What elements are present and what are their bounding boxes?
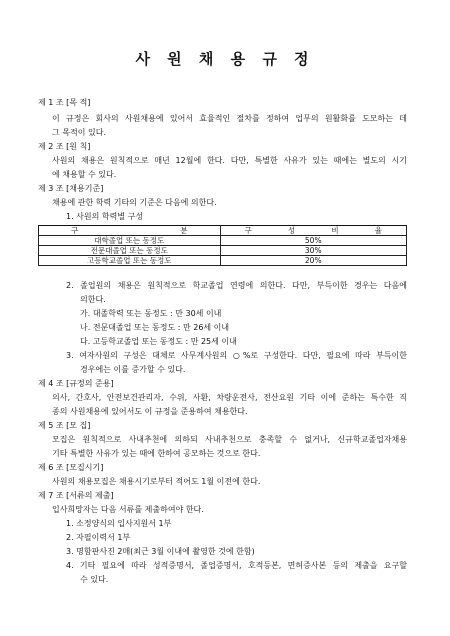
article-1-heading: 제 1 조 [목 적] [38, 98, 91, 107]
age-item-1: 가. 대졸학력 또는 동정도 : 만 30세 이내 [80, 309, 222, 318]
article-6-heading: 제 6 조 [모집시기] [38, 463, 104, 472]
article-7-intro: 입사희망자는 다음 서류를 제출하여야 한다. [52, 505, 204, 514]
document-item-3: 3. 명함판사진 2매(최근 3월 이내에 촬영한 것에 한함) [66, 547, 255, 556]
table-header-ratio [220, 226, 407, 236]
article-1-line-1: 이 규정은 회사의 사원채용에 있어서 효율적인 절차를 정하여 업무의 원활화를 도모하는 데 [52, 114, 407, 123]
article-5-line-2: 기타 특별한 사유가 있는 때에 한하여 공모하는 것으로 한다. [52, 449, 261, 458]
document-item-4-line-1: 4. 기타 필요에 따라 성적증명서, 졸업증명서, 호적등본, 면허증사본 등의 제출을 요구할 [66, 561, 407, 570]
table-cell-category: 전문대졸업 또는 동정도 [39, 246, 221, 256]
table-row [39, 236, 407, 246]
document-item-1: 1. 소정양식의 입사지원서 1부 [66, 519, 172, 528]
article-2-heading: 제 2 조 [원 칙] [38, 142, 91, 151]
age-section-line-1: 2. 졸업원의 채용은 원칙적으로 학교졸업 연령에 의한다. 다만, 부득이한 경우는 다음에 [66, 281, 407, 290]
table-cell-ratio: 50% [220, 236, 407, 246]
age-item-2: 나. 전문대졸업 또는 동정도 : 만 26세 이내 [80, 323, 230, 332]
age-section-line-2: 의한다. [80, 295, 106, 304]
female-section-line-2: 경우에는 이를 증가할 수 있다. [80, 365, 186, 374]
article-4-heading: 제 4 조 [규정의 준용] [38, 379, 114, 388]
article-1-line-2: 그 목적이 있다. [52, 128, 106, 137]
header-char: 구 [244, 226, 252, 235]
article-3-heading: 제 3 조 [채용기준] [38, 184, 104, 193]
header-char: 비 [331, 226, 339, 235]
article-4-line-1: 의사, 간호사, 안전보건관리자, 수위, 사환, 차량운전사, 전산요원 기타 이에 준하는 특수한 직 [52, 393, 407, 402]
table-header-row [39, 226, 407, 236]
header-char: 구 [71, 226, 79, 235]
document-item-4-line-2: 수 있다. [80, 575, 109, 584]
table-cell-category: 고등학교졸업 또는 동정도 [39, 256, 221, 266]
article-4-line-2: 종의 사원채용에 있어서도 이 규정을 준용하여 채용한다. [52, 407, 248, 416]
header-char: 성 [287, 226, 296, 235]
table-row [39, 256, 407, 266]
header-char: 분 [180, 226, 188, 235]
article-5-heading: 제 5 조 [모 집] [38, 421, 91, 430]
table-cell-category: 대학졸업 또는 동정도 [39, 236, 221, 246]
education-ratio-table [38, 225, 407, 266]
document-title: 사 원 채 용 규 정 [135, 50, 315, 68]
female-section-line-1: 3. 여자사원의 구성은 대체로 사무계사원의 ○%로 구성한다. 다만, 필요에 따라 부득이한 [66, 351, 407, 360]
table-header-category [39, 226, 221, 236]
header-char: 율 [374, 226, 382, 235]
document-item-2: 2. 자필이력서 1부 [66, 533, 131, 542]
article-7-heading: 제 7 조 [서류의 제출] [38, 491, 114, 500]
age-item-3: 다. 고등학교졸업 또는 동정도 : 만 25세 이내 [80, 337, 237, 346]
article-2-line-2: 에 채용할 수 있다. [52, 170, 117, 179]
table-cell-ratio: 30% [220, 246, 407, 256]
article-6-line-1: 사원의 채용모집은 채용시기로부터 적어도 1월 이전에 한다. [52, 477, 261, 486]
article-2-line-1: 사원의 채용은 원칙적으로 매년 12월에 한다. 다만, 특별한 사유가 있는 때에는 별도의 시기 [52, 156, 407, 165]
article-5-line-1: 모집은 원칙적으로 사내추천에 의하되 사내추천으로 충족할 수 없거나, 신규학교졸업자채용 [52, 435, 407, 444]
table-cell-ratio: 20% [220, 256, 407, 266]
article-3-line-1: 채용에 관한 학력 기타의 기준은 다음에 의한다. [52, 198, 217, 207]
table-row [39, 246, 407, 256]
education-section-label: 1. 사원의 학력별 구성 [66, 212, 144, 221]
